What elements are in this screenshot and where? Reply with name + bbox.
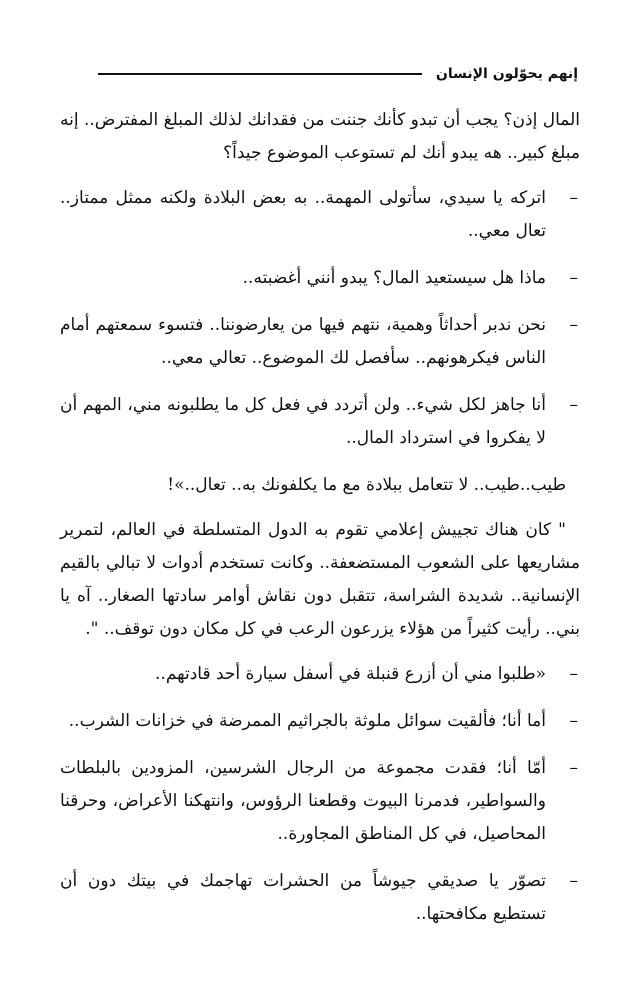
paragraph: المال إذن؟ يجب أن تبدو كأنك جننت من فقدانك لذلك المبلغ المفترض.. إنه مبلغ كبير.. هه يبدو أنك لم تستوعب الموضوع جيداً؟ <box>60 110 580 163</box>
dialogue-dash: – <box>569 664 578 684</box>
running-header-title: إنهم يحوّلون الإنسان <box>435 66 578 82</box>
dialogue-line <box>60 705 580 738</box>
dialogue-text: تصوّر يا صديقي جيوشاً من الحشرات تهاجمك في بيتك دون أن تستطيع مكافحتها.. <box>60 871 546 924</box>
dialogue-line <box>60 752 580 851</box>
dialogue-dash: – <box>569 758 578 778</box>
dialogue-text: اتركه يا سيدي، سأتولى المهمة.. به بعض البلادة ولكنه ممثل ممتاز.. تعال معي.. <box>60 188 546 241</box>
quoted-paragraph: " كان هناك تجييش إعلامي تقوم به الدول المتسلطة في العالم، لتمرير مشاريعها على الشعوب المستضعفة.. وكانت تستخدم أدوات لا تبالي بالقيم الإنسانية.. شديدة الشراسة، تتقبل دون نقاش أوامر سادتها الصغار.. آه يا بني.. رأيت كثيراً من هؤلاء يزرعون الرعب في كل مكان دون توقف.. ". <box>60 520 580 639</box>
dialogue-dash: – <box>569 395 578 415</box>
dialogue-line <box>60 262 580 295</box>
dialogue-text: ماذا هل سيستعيد المال؟ يبدو أنني أغضبته.. <box>242 268 546 288</box>
dialogue-dash: – <box>569 711 578 731</box>
paragraph: طيب..طيب.. لا تتعامل ببلادة مع ما يكلفونك به.. تعال..»! <box>167 475 566 495</box>
dialogue-line <box>60 309 580 375</box>
dialogue-text: أمّا أنا؛ فقدت مجموعة من الرجال الشرسين، المزودين بالبلطات والسواطير، فدمرنا البيوت وقطعنا الرؤوس، وانتهكنا الأعراض، وحرقنا المحاصيل، في كل المناطق المجاورة.. <box>60 758 546 844</box>
dialogue-dash: – <box>569 315 578 335</box>
dialogue-text: نحن ندبر أحداثاً وهمية، نتهم فيها من يعارضوننا.. فتسوء سمعتهم أمام الناس فيكرهونهم.. سأفصل لك الموضوع.. تعالي معي.. <box>60 315 546 368</box>
header-rule <box>98 73 422 75</box>
dialogue-line <box>60 865 580 931</box>
dialogue-text: أما أنا؛ فألقيت سوائل ملوثة بالجراثيم الممرضة في خزانات الشرب.. <box>68 711 546 731</box>
running-header <box>62 62 578 86</box>
dialogue-dash: – <box>569 268 578 288</box>
dialogue-text: «طلبوا مني أن أزرع قنبلة في أسفل سيارة أحد قادتهم.. <box>155 664 546 684</box>
dialogue-dash: – <box>569 871 578 891</box>
dialogue-line <box>60 658 580 691</box>
dialogue-line <box>60 389 580 455</box>
page-body <box>60 104 580 945</box>
dialogue-line <box>60 182 580 248</box>
dialogue-text: أنا جاهز لكل شيء.. ولن أتردد في فعل كل ما يطلبونه مني، المهم أن لا يفكروا في استرداد المال.. <box>60 395 546 448</box>
dialogue-dash: – <box>569 188 578 208</box>
